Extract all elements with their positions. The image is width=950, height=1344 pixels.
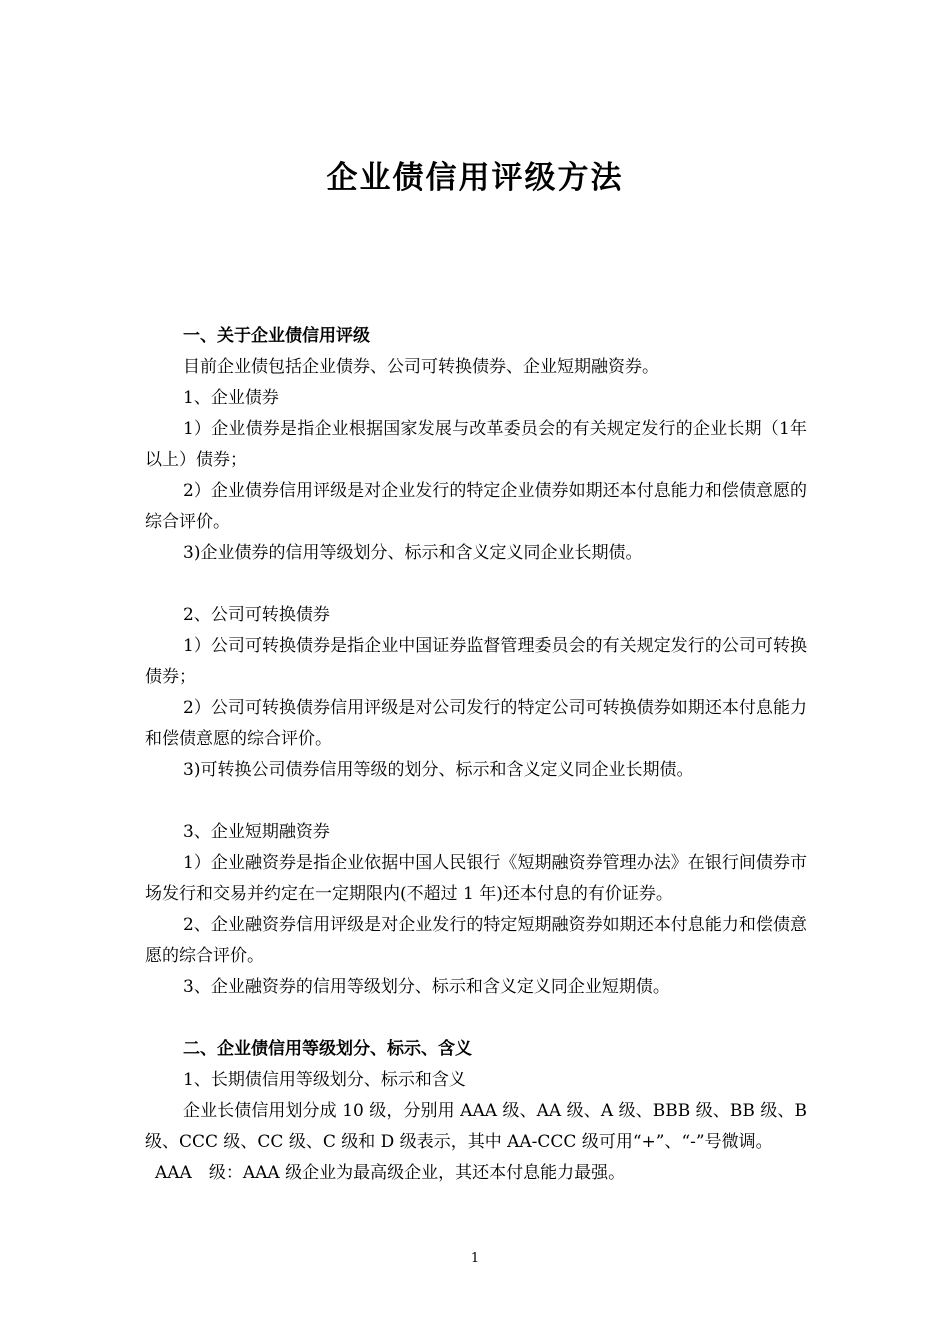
subsection-2-title: 2、公司可转换债券 (183, 605, 330, 625)
document-title: 企业债信用评级方法 (326, 160, 624, 196)
subsection-2-paragraph-1: 1）公司可转换债券是指企业中国证券监督管理委员会的有关规定发行的公司可转换债券； (145, 636, 807, 687)
subsection-3-paragraph-2: 2、企业融资券信用评级是对企业发行的特定短期融资券如期还本付息能力和偿债意愿的综合评价。 (145, 915, 807, 966)
blank-line (145, 569, 807, 600)
subsection-3-paragraph-1: 1）企业融资券是指企业依据中国人民银行《短期融资券管理办法》在银行间债券市场发行和交易并约定在一定期限内(不超过 1 年)还本付息的有价证券。 (145, 853, 807, 904)
section-2-subsection-title: 1、长期债信用等级划分、标示和含义 (183, 1070, 466, 1090)
subsection-3-title: 3、企业短期融资券 (183, 822, 330, 842)
section-2-paragraph-1: 企业长债信用划分成 10 级，分别用 AAA 级、AA 级、A 级、BBB 级、BB 级、B 级、CCC 级、CC 级、C 级和 D 级表示，其中 AA-CCC 级可用“+”、“-”号微调。 (145, 1101, 807, 1152)
subsection-2-paragraph-2: 2）公司可转换债券信用评级是对公司发行的特定公司可转换债券如期还本付息能力和偿债意愿的综合评价。 (145, 698, 807, 749)
subsection-1-paragraph-1: 1）企业债券是指企业根据国家发展与改革委员会的有关规定发行的企业长期（1年以上）债券； (145, 419, 807, 470)
subsection-2-paragraph-3: 3)可转换公司债券信用等级的划分、标示和含义定义同企业长期债。 (183, 760, 694, 780)
subsection-1-paragraph-3: 3)企业债券的信用等级划分、标示和含义定义同企业长期债。 (183, 543, 643, 563)
subsection-1-title: 1、企业债券 (183, 388, 279, 408)
blank-line (145, 1003, 807, 1034)
page-number: 1 (470, 1251, 480, 1266)
subsection-3-paragraph-3: 3、企业融资券的信用等级划分、标示和含义定义同企业短期债。 (183, 977, 670, 997)
blank-line (145, 786, 807, 817)
section-1-intro: 目前企业债包括企业债券、公司可转换债券、企业短期融资券。 (183, 357, 659, 377)
section-2-heading: 二、企业债信用等级划分、标示、含义 (183, 1039, 472, 1059)
subsection-1-paragraph-2: 2）企业债券信用评级是对企业发行的特定企业债券如期还本付息能力和偿债意愿的综合评价。 (145, 481, 807, 532)
document-body (145, 321, 807, 1189)
aaa-grade-definition: AAA 级：AAA 级企业为最高级企业，其还本付息能力最强。 (155, 1163, 626, 1183)
section-1-heading: 一、关于企业债信用评级 (183, 326, 370, 346)
